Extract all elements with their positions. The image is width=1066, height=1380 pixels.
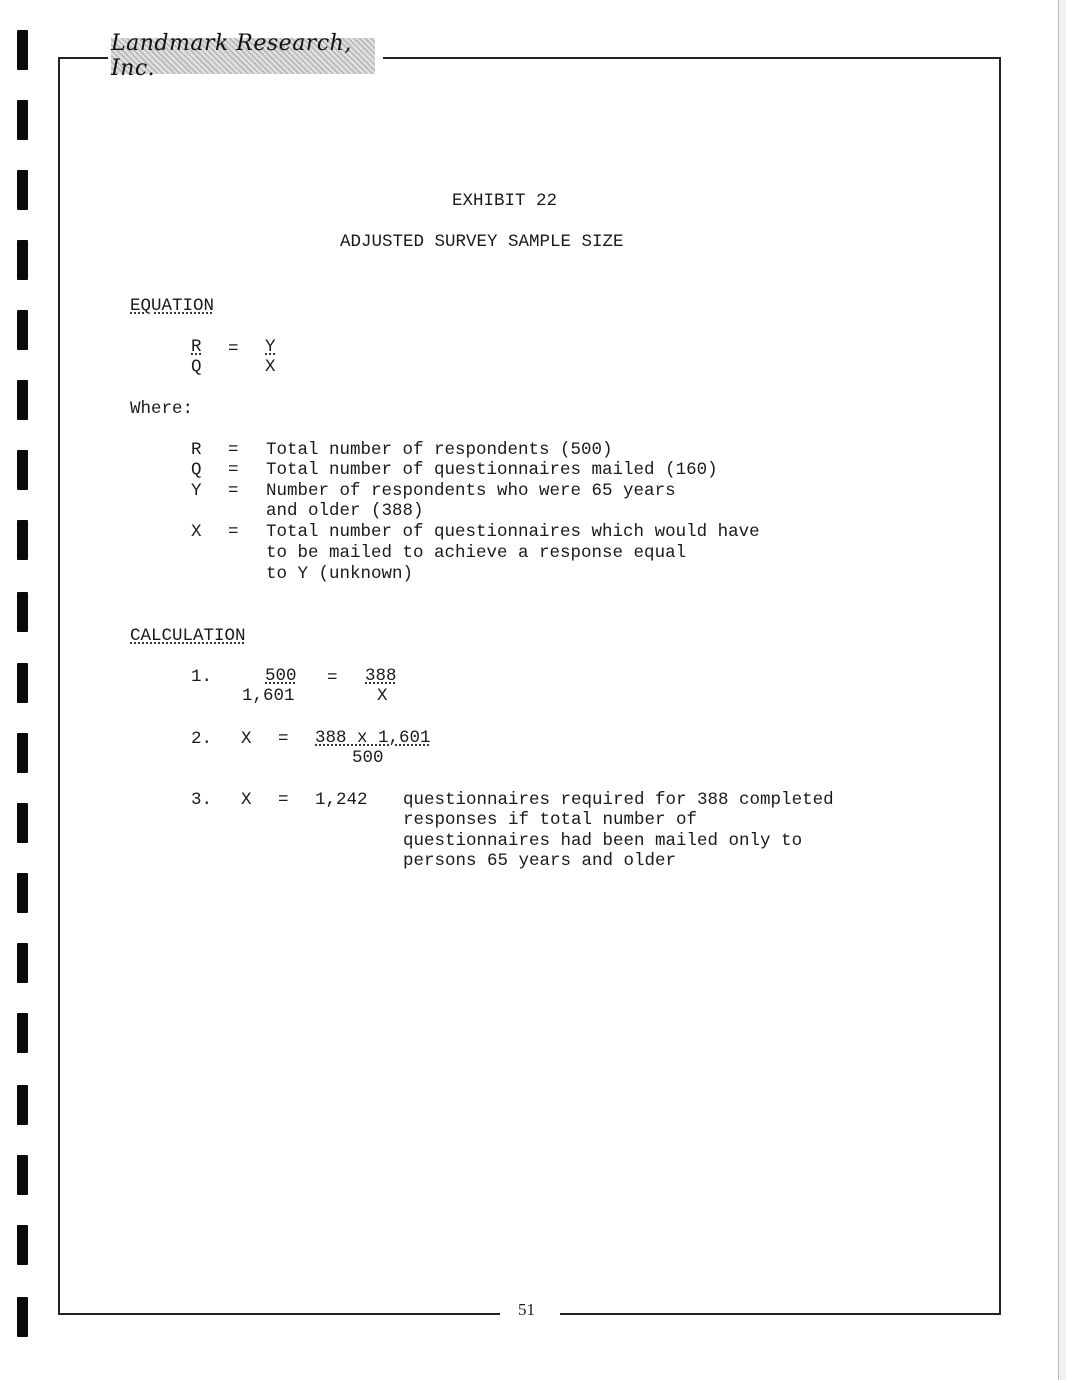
definition-text: Total number of respondents (500) <box>266 440 613 460</box>
binding-mark <box>17 592 28 632</box>
frame-border <box>58 57 108 59</box>
fraction-denominator: 1,601 <box>242 686 295 706</box>
binding-mark <box>17 663 28 703</box>
fraction-denominator: X <box>377 686 388 706</box>
definition-var: X <box>191 522 202 542</box>
definition-var: R <box>191 440 202 460</box>
frame-border <box>58 57 60 1314</box>
binding-mark <box>17 1225 28 1265</box>
definition-text: to be mailed to achieve a response equal <box>266 543 687 563</box>
binding-mark <box>17 240 28 280</box>
binding-mark <box>17 100 28 140</box>
equation-lhs-numerator: R <box>191 337 202 357</box>
definition-equals: = <box>228 522 239 542</box>
definition-text: to Y (unknown) <box>266 564 414 584</box>
page-number: 51 <box>518 1300 535 1319</box>
frame-border <box>560 1313 1001 1315</box>
binding-mark <box>17 380 28 420</box>
binding-mark <box>17 1155 28 1195</box>
variable: X <box>241 729 252 749</box>
result-text: questionnaires required for 388 completed <box>403 790 834 810</box>
page-edge <box>1058 0 1066 1380</box>
company-logo <box>111 31 375 81</box>
fraction-numerator: 500 <box>265 666 297 686</box>
step-number: 3. <box>191 790 213 810</box>
equals-sign: = <box>278 790 289 810</box>
fraction-numerator: 388 x 1,601 <box>315 728 431 748</box>
binding-mark <box>17 943 28 983</box>
definition-text: Number of respondents who were 65 years <box>266 481 676 501</box>
result-text: responses if total number of <box>403 810 698 830</box>
step-number: 2. <box>191 729 213 749</box>
result-text: questionnaires had been mailed only to <box>403 831 803 851</box>
binding-mark <box>17 450 28 490</box>
binding-mark <box>17 1297 28 1337</box>
binding-mark <box>17 1013 28 1053</box>
definition-text: and older (388) <box>266 501 424 521</box>
equals-sign: = <box>327 668 338 688</box>
binding-mark <box>17 1085 28 1125</box>
equation-heading: EQUATION <box>130 296 215 316</box>
binding-mark <box>17 310 28 350</box>
where-label: Where: <box>130 399 194 419</box>
calculation-heading: CALCULATION <box>130 626 246 646</box>
definition-var: Q <box>191 460 202 480</box>
equation-lhs-denominator: Q <box>191 357 202 377</box>
exhibit-number: EXHIBIT 22 <box>452 191 558 211</box>
equals-sign: = <box>278 729 289 749</box>
result-value: 1,242 <box>315 790 368 810</box>
binding-mark <box>17 30 28 70</box>
equation-rhs-numerator: Y <box>265 337 276 357</box>
logo-text: Landmark Research, Inc. <box>111 31 352 81</box>
binding-mark <box>17 520 28 560</box>
frame-border <box>999 57 1001 1314</box>
definition-var: Y <box>191 481 202 501</box>
frame-border <box>58 1313 500 1315</box>
step-number: 1. <box>191 667 213 687</box>
binding-mark <box>17 803 28 843</box>
variable: X <box>241 790 252 810</box>
binding-mark <box>17 873 28 913</box>
binding-mark <box>17 170 28 210</box>
definition-equals: = <box>228 481 239 501</box>
exhibit-title: ADJUSTED SURVEY SAMPLE SIZE <box>340 232 624 252</box>
definition-equals: = <box>228 460 239 480</box>
binding-mark <box>17 733 28 773</box>
definition-equals: = <box>228 440 239 460</box>
definition-text: Total number of questionnaires mailed (160) <box>266 460 718 480</box>
result-text: persons 65 years and older <box>403 851 677 871</box>
fraction-denominator: 500 <box>352 748 384 768</box>
definition-text: Total number of questionnaires which would have <box>266 522 760 542</box>
fraction-numerator: 388 <box>365 666 397 686</box>
frame-border <box>383 57 1001 59</box>
equation-equals: = <box>228 339 239 359</box>
equation-rhs-denominator: X <box>265 357 276 377</box>
